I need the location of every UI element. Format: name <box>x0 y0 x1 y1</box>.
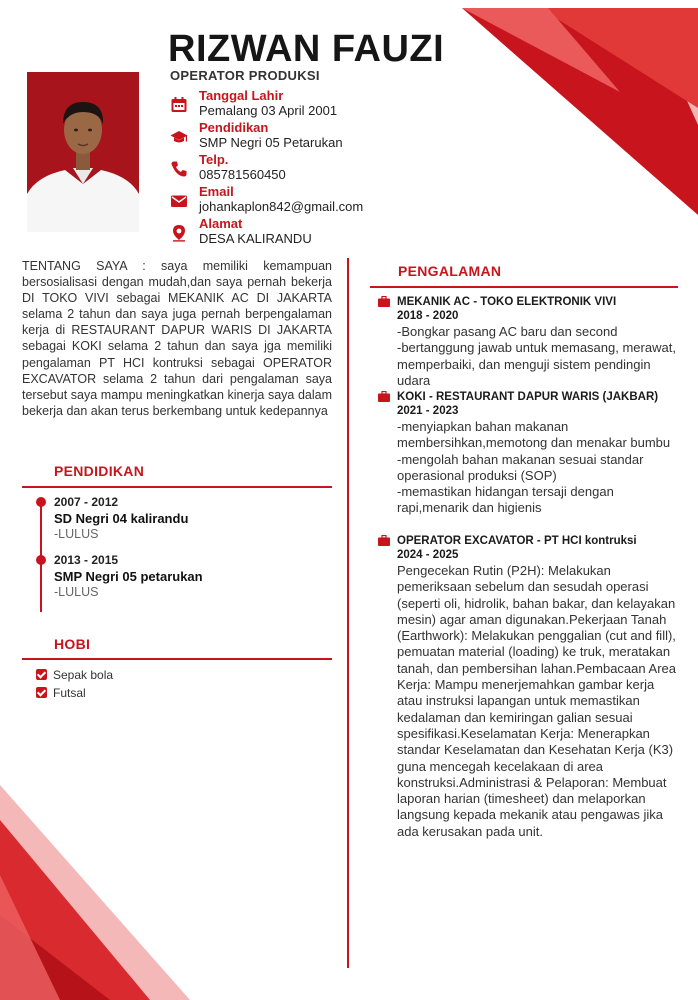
location-pin-icon <box>170 224 190 244</box>
experience-item <box>378 390 678 517</box>
checkbox-icon <box>36 687 47 698</box>
hobby-label: Futsal <box>53 686 86 700</box>
experience-title: OPERATOR EXCAVATOR - PT HCI kontruksi <box>397 535 637 547</box>
hobby-label: Sepak bola <box>53 668 114 682</box>
experience-item <box>378 534 678 840</box>
contact-label: Pendidikan <box>199 120 269 135</box>
experience-item <box>378 295 678 389</box>
resume-name: RIZWAN FAUZI <box>168 28 445 70</box>
calendar-icon <box>170 96 190 116</box>
experience-description-line: -memastikan hidangan tersaji dengan rapi,menarik dan higienis <box>397 484 614 516</box>
contact-address <box>170 216 400 248</box>
briefcase-icon <box>378 535 390 546</box>
contact-label: Email <box>199 184 234 199</box>
about-paragraph: TENTANG SAYA : saya memiliki kemampuan bersosialisasi dengan mudah,dan saya pernah bekerja DI TOKO VIVI sebagai MEKANIK AC DI JAKARTA selama 2 tahun dan saya juga pernah berpengalaman kerja di RESTAURANT DAPUR WARIS DI JAKARTA sebagai KOKI selama 2 tahun dan saya jga memiliki pengalaman PT HCI kontruksi sebagai OPERATOR EXCAVATOR selama 2 tahun dari pengalaman saya tersebut saya mampu meningkatkan kinerja saya dalam bekerja dan akan terus berkembang untuk kedepannya <box>22 259 332 418</box>
experience-description-line: -mengolah bahan makanan sesuai standar operasional produksi (SOP) <box>397 451 644 483</box>
hobby-item <box>36 668 236 684</box>
briefcase-icon <box>378 296 390 307</box>
contact-birth-date <box>170 88 400 120</box>
checkbox-icon <box>36 669 47 680</box>
education-school: SMP Negri 05 petarukan <box>54 569 203 584</box>
experience-description <box>378 419 678 517</box>
education-status: -LULUS <box>54 527 99 541</box>
experience-title: KOKI - RESTAURANT DAPUR WARIS (JAKBAR) <box>397 391 659 403</box>
experience-years: 2018 - 2020 <box>397 310 459 322</box>
contact-list <box>170 88 400 248</box>
experience-section-rule <box>370 286 678 288</box>
education-status: -LULUS <box>54 585 99 599</box>
experience-description-line: -menyiapkan bahan makanan membersihkan,memotong dan menakar bumbu <box>397 419 671 451</box>
profile-photo <box>27 72 139 232</box>
experience-section-title: PENGALAMAN <box>398 263 502 279</box>
briefcase-icon <box>378 391 390 402</box>
contact-phone <box>170 152 400 184</box>
contact-value: Pemalang 03 April 2001 <box>199 103 338 118</box>
resume-role: OPERATOR PRODUKSI <box>170 68 320 83</box>
education-item <box>54 553 334 600</box>
education-section-title: PENDIDIKAN <box>54 463 145 479</box>
contact-label: Tanggal Lahir <box>199 88 284 103</box>
education-item <box>54 495 334 542</box>
education-school: SD Negri 04 kalirandu <box>54 511 189 526</box>
contact-value: SMP Negri 05 Petarukan <box>199 135 343 150</box>
education-section-rule <box>22 486 332 488</box>
contact-value: 085781560450 <box>199 167 286 182</box>
education-years: 2013 - 2015 <box>54 553 119 567</box>
contact-label: Alamat <box>199 216 243 231</box>
experience-description: Pengecekan Rutin (P2H): Melakukan pemeriksaan sebelum dan sesudah operasi (seperti oli, hidrolik, bahan bakar, dan kelayakan mesin) agar aman digunakan.Pekerjaan Tanah (Earthwork): Melakukan penggalian (cut and fill), pemuatan material (loading) ke truk, meratakan tanah, dan pembersihan lahan.Pembacaan Area Kerja: Mampu menerjemahkan gambar kerja atau instruksi lapangan untuk memastikan kedalaman dan kemiringan galian sesuai spesifikasi.Keselamatan Kerja: Menerapkan standar Keselamatan dan Kesehatan Kerja (K3) guna mencegah kecelakaan di area konstruksi.Administrasi & Pelaporan: Membuat laporan harian (timesheet) dan melaporkan langsung kepada mekanik atau pengawas jika ada kerusakan pada unit. <box>397 563 676 839</box>
contact-education <box>170 120 400 152</box>
contact-value: johankaplon842@gmail.com <box>199 199 364 214</box>
experience-description <box>378 324 678 389</box>
graduation-cap-icon <box>170 128 190 148</box>
experience-description-line: -Bongkar pasang AC baru dan second <box>397 324 618 339</box>
hobby-section-title: HOBI <box>54 636 91 652</box>
contact-label: Telp. <box>199 152 229 167</box>
contact-value: DESA KALIRANDU <box>199 231 312 246</box>
timeline-dot <box>36 555 46 565</box>
envelope-icon <box>170 192 190 212</box>
hobby-section-rule <box>22 658 332 660</box>
education-years: 2007 - 2012 <box>54 495 119 509</box>
hobby-item <box>36 686 236 702</box>
experience-years: 2021 - 2023 <box>397 405 459 417</box>
contact-email <box>170 184 400 216</box>
experience-description-line: -bertanggung jawab untuk memasang, merawat, memperbaiki, dan menguji sistem pendingin udara <box>397 340 676 388</box>
experience-years: 2024 - 2025 <box>397 549 459 561</box>
phone-icon <box>170 160 190 180</box>
timeline-dot <box>36 497 46 507</box>
column-divider <box>347 258 349 968</box>
experience-title: MEKANIK AC - TOKO ELEKTRONIK VIVI <box>397 296 617 308</box>
